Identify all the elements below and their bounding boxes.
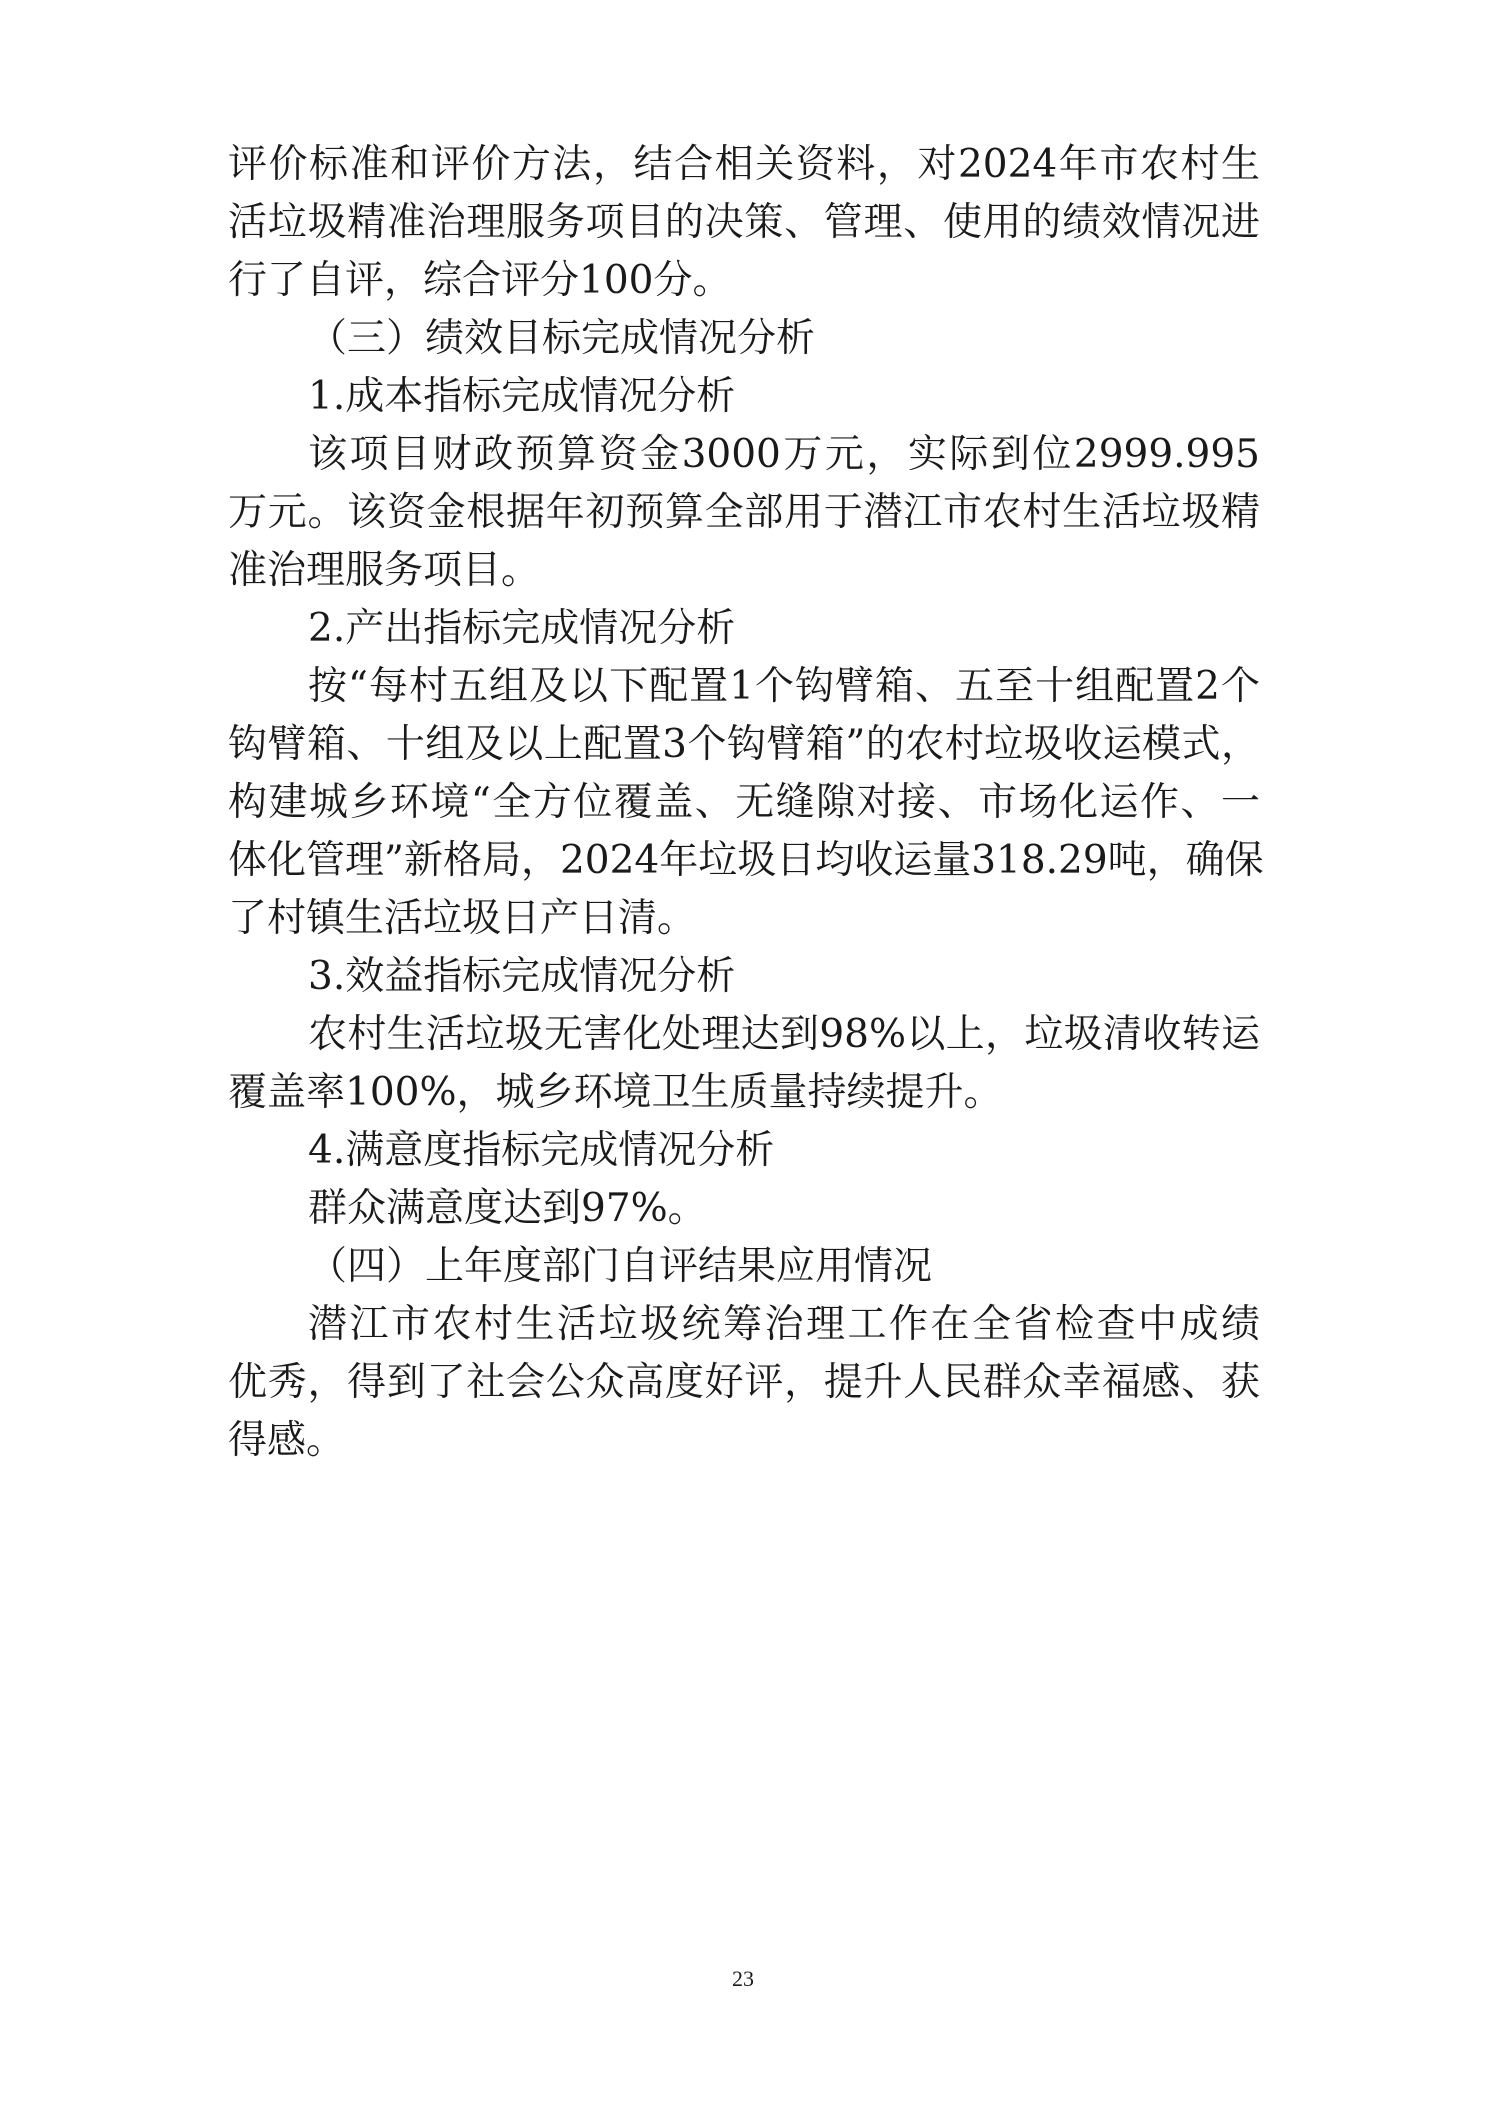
text-line: 按“每村五组及以下配置1个钩臂箱、五至十组配置2个	[308, 664, 1260, 709]
text-line: 构建城乡环境“全方位覆盖、无缝隙对接、市场化运作、一	[228, 780, 1260, 825]
text-line: 钩臂箱、十组及以上配置3个钩臂箱”的农村垃圾收运模式，	[228, 722, 1260, 767]
text-line: 农村生活垃圾无害化处理达到98%以上，垃圾清收转运	[308, 1012, 1260, 1057]
page-number: 23	[732, 1966, 754, 1991]
text-line: 体化管理”新格局，2024年垃圾日均收运量318.29吨，确保	[228, 838, 1264, 883]
text-line: 活垃圾精准治理服务项目的决策、管理、使用的绩效情况进	[228, 200, 1260, 245]
subsection-heading: 2.产出指标完成情况分析	[308, 606, 736, 651]
subsection-heading: 1.成本指标完成情况分析	[308, 374, 736, 419]
text-line: 了村镇生活垃圾日产日清。	[228, 896, 697, 941]
text-line: 得感。	[228, 1418, 346, 1463]
section-heading: （三）绩效目标完成情况分析	[308, 316, 816, 361]
text-line: 优秀，得到了社会公众高度好评，提升人民群众幸福感、获	[228, 1360, 1260, 1405]
text-line: 群众满意度达到97%。	[308, 1186, 707, 1231]
subsection-heading: 3.效益指标完成情况分析	[308, 954, 736, 999]
text-line: 准治理服务项目。	[228, 548, 541, 593]
subsection-heading: 4.满意度指标完成情况分析	[308, 1128, 775, 1173]
text-line: 评价标准和评价方法，结合相关资料，对2024年市农村生	[228, 142, 1260, 187]
text-line: 潜江市农村生活垃圾统筹治理工作在全省检查中成绩	[308, 1302, 1260, 1347]
text-line: 行了自评，综合评分100分。	[228, 258, 732, 303]
text-line: 万元。该资金根据年初预算全部用于潜江市农村生活垃圾精	[228, 490, 1260, 535]
section-heading: （四）上年度部门自评结果应用情况	[308, 1244, 933, 1289]
text-line: 覆盖率100%，城乡环境卫生质量持续提升。	[228, 1070, 1003, 1115]
text-line: 该项目财政预算资金3000万元，实际到位2999.995	[308, 432, 1260, 477]
